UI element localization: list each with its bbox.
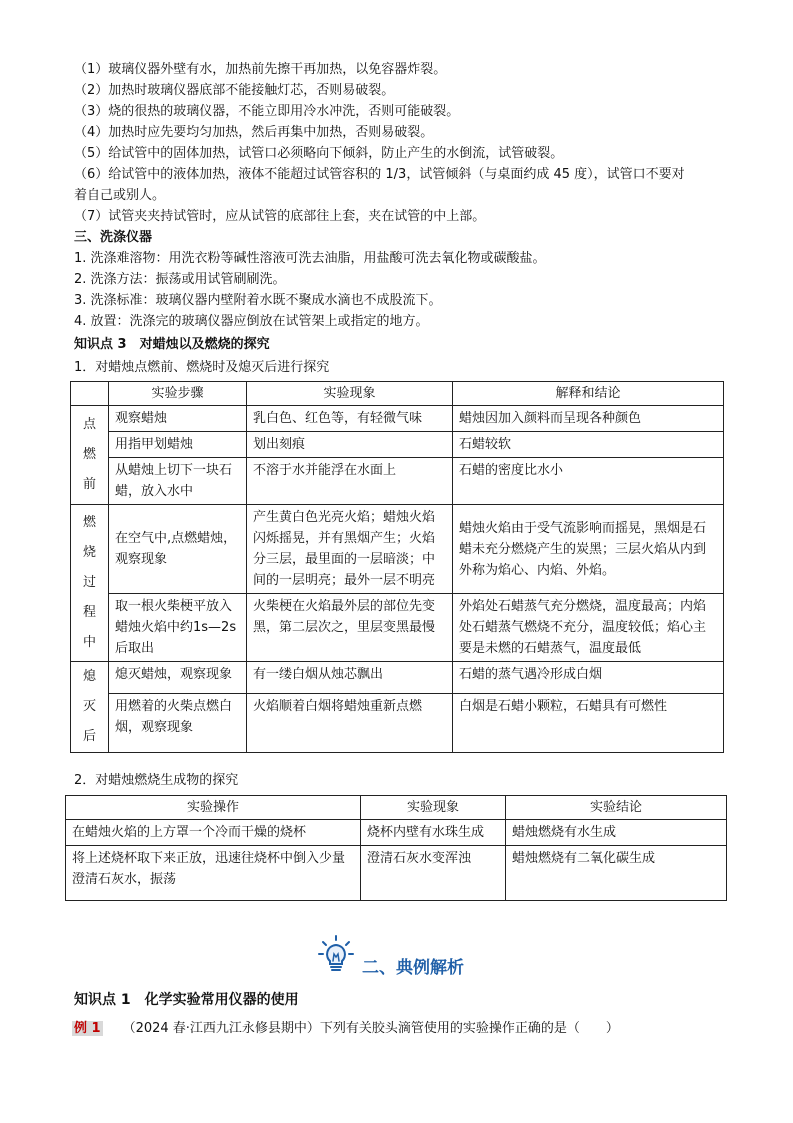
table-row — [71, 505, 724, 594]
table-row — [66, 846, 727, 901]
header-conclusion: 实验结论 — [506, 796, 727, 820]
phenomenon-cell: 烧杯内壁有水珠生成 — [361, 820, 506, 846]
conclusion-cell: 蜡烛因加入颜料而呈现各种颜色 — [453, 406, 724, 432]
example-question: （2024 春·江西九江永修县期中）下列有关胶头滴管使用的实验操作正确的是（ ） — [122, 1021, 619, 1036]
knowledge-point-1-heading: 知识点 1 化学实验常用仪器的使用 — [74, 992, 299, 1008]
table-row — [66, 820, 727, 846]
conclusion-cell: 蜡烛燃烧有二氧化碳生成 — [506, 846, 727, 901]
table-row — [71, 594, 724, 662]
table-row — [71, 458, 724, 505]
phenomenon-cell: 产生黄白色光亮火焰；蜡烛火焰闪烁摇晃，并有黑烟产生；火焰分三层，最里面的一层暗淡；中间的一层明亮；最外一层不明亮 — [247, 505, 453, 594]
phenomenon-cell: 火柴梗在火焰最外层的部位先变黑，第二层次之，里层变黑最慢 — [247, 594, 453, 662]
conclusion-cell: 外焰处石蜡蒸气充分燃烧，温度最高；内焰处石蜡蒸气燃烧不充分，温度较低；焰心主要是未燃的石蜡蒸气，温度最低 — [453, 594, 724, 662]
conclusion-cell: 蜡烛火焰由于受气流影响而摇晃，黑烟是石蜡未充分燃烧产生的炭黑；三层火焰从内到外称为焰心、内焰、外焰。 — [453, 505, 724, 594]
step-cell: 用燃着的火柴点燃白烟，观察现象 — [109, 694, 247, 753]
header-steps: 实验步骤 — [109, 382, 247, 406]
section-2-title: 二、典例解析 — [362, 958, 464, 978]
group-label-after: 熄 灭 后 — [71, 662, 109, 753]
conclusion-cell: 白烟是石蜡小颗粒，石蜡具有可燃性 — [453, 694, 724, 753]
knowledge-point-3-heading: 知识点 3 对蜡烛以及燃烧的探究 — [74, 337, 270, 352]
phenomenon-cell: 不溶于水并能浮在水面上 — [247, 458, 453, 505]
step-cell: 在空气中,点燃蜡烛，观察现象 — [109, 505, 247, 594]
table-row — [71, 662, 724, 694]
wash-item-3: 3. 洗涤标准：玻璃仪器内壁附着水既不聚成水滴也不成股流下。 — [74, 293, 442, 308]
conclusion-cell: 石蜡的密度比水小 — [453, 458, 724, 505]
rule-6: （6）给试管中的液体加热，液体不能超过试管容积的 1/3，试管倾斜（与桌面约成 45 度），试管口不要对 — [74, 167, 685, 182]
rule-1: （1）玻璃仪器外壁有水，加热前先擦干再加热，以免容器炸裂。 — [74, 62, 447, 77]
wash-heading: 三、洗涤仪器 — [74, 230, 153, 245]
group-label-burning: 燃 烧 过 程 中 — [71, 505, 109, 662]
wash-item-1: 1. 洗涤难溶物：用洗衣粉等碱性溶液可洗去油脂，用盐酸可洗去氧化物或碳酸盐。 — [74, 251, 546, 266]
header-phenomena: 实验现象 — [247, 382, 453, 406]
group-label-before: 点 燃 前 — [71, 406, 109, 505]
combustion-products-table — [65, 795, 727, 901]
step-cell: 取一根火柴梗平放入蜡烛火焰中约1s—2s 后取出 — [109, 594, 247, 662]
step-cell: 用指甲划蜡烛 — [109, 432, 247, 458]
example-1 — [72, 1020, 619, 1038]
rule-3: （3）烧的很热的玻璃仪器，不能立即用冷水冲洗，否则可能破裂。 — [74, 104, 460, 119]
phenomenon-cell: 澄清石灰水变浑浊 — [361, 846, 506, 901]
lightbulb-icon — [316, 934, 356, 974]
step-cell: 熄灭蜡烛，观察现象 — [109, 662, 247, 694]
phenomenon-cell: 乳白色、红色等，有轻微气味 — [247, 406, 453, 432]
rule-6-cont: 着自己或别人。 — [74, 188, 166, 203]
header-phenomenon: 实验现象 — [361, 796, 506, 820]
subheading-1: 1．对蜡烛点燃前、燃烧时及熄灭后进行探究 — [74, 360, 330, 375]
table-header-row — [71, 382, 724, 406]
table-row — [71, 694, 724, 753]
conclusion-cell: 石蜡较软 — [453, 432, 724, 458]
rule-5: （5）给试管中的固体加热，试管口必须略向下倾斜，防止产生的水倒流，试管破裂。 — [74, 146, 564, 161]
table-header-row — [66, 796, 727, 820]
header-conclusion: 解释和结论 — [453, 382, 724, 406]
operation-cell: 在蜡烛火焰的上方罩一个冷而干燥的烧杯 — [66, 820, 361, 846]
header-blank — [71, 382, 109, 406]
wash-item-2: 2. 洗涤方法：振荡或用试管刷刷洗。 — [74, 272, 286, 287]
header-operation: 实验操作 — [66, 796, 361, 820]
phenomenon-cell: 划出刻痕 — [247, 432, 453, 458]
conclusion-cell: 蜡烛燃烧有水生成 — [506, 820, 727, 846]
table-row — [71, 432, 724, 458]
subheading-2: 2．对蜡烛燃烧生成物的探究 — [74, 773, 239, 788]
candle-exploration-table — [70, 381, 724, 753]
step-cell: 观察蜡烛 — [109, 406, 247, 432]
phenomenon-cell: 火焰顺着白烟将蜡烛重新点燃 — [247, 694, 453, 753]
operation-cell: 将上述烧杯取下来正放，迅速往烧杯中倒入少量澄清石灰水，振荡 — [66, 846, 361, 901]
phenomenon-cell: 有一缕白烟从烛芯飘出 — [247, 662, 453, 694]
example-tag: 例 1 — [74, 1021, 101, 1036]
rule-2: （2）加热时玻璃仪器底部不能接触灯芯，否则易破裂。 — [74, 83, 395, 98]
conclusion-cell: 石蜡的蒸气遇冷形成白烟 — [453, 662, 724, 694]
rule-7: （7）试管夹夹持试管时，应从试管的底部往上套，夹在试管的中上部。 — [74, 209, 486, 224]
step-cell: 从蜡烛上切下一块石蜡，放入水中 — [109, 458, 247, 505]
rule-4: （4）加热时应先要均匀加热，然后再集中加热，否则易破裂。 — [74, 125, 434, 140]
wash-item-4: 4. 放置：洗涤完的玻璃仪器应倒放在试管架上或指定的地方。 — [74, 314, 429, 329]
table-row — [71, 406, 724, 432]
